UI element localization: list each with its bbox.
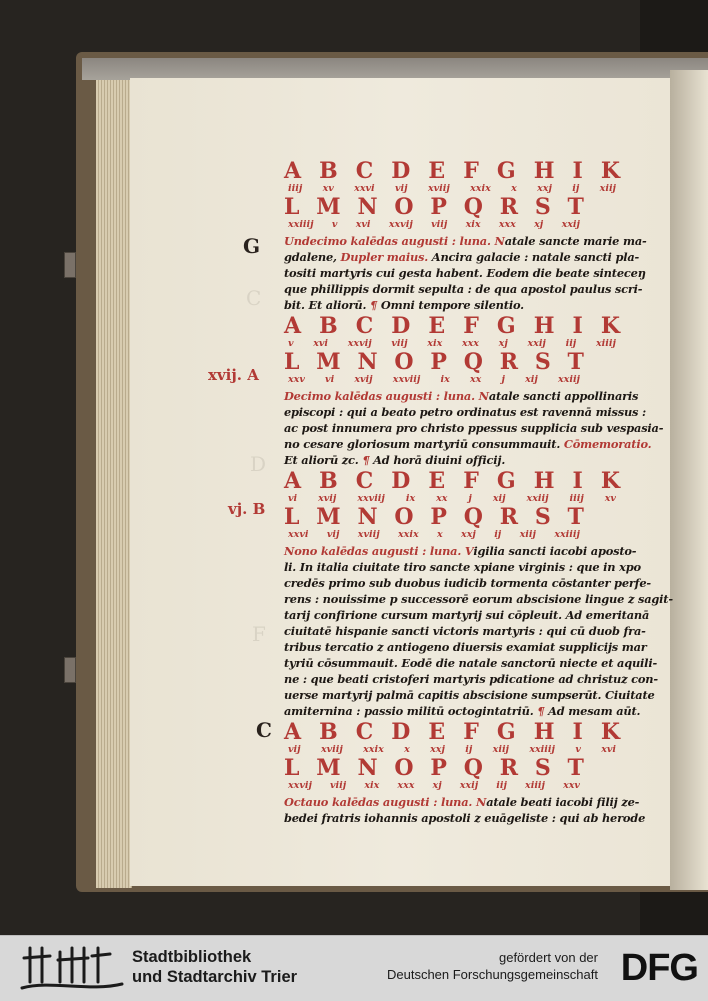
grid-letter: N — [357, 504, 378, 530]
grid-letter: T — [567, 504, 584, 530]
grid-number: xxvij — [347, 338, 372, 349]
funding-line-1: gefördert von der — [498, 950, 598, 965]
grid-letter: G — [496, 313, 516, 339]
grid-number: iij — [565, 338, 577, 349]
grid-letter: K — [600, 468, 620, 494]
page-edges — [96, 80, 132, 888]
letter-row — [284, 351, 620, 373]
grid-letter: M — [316, 504, 341, 530]
grid-letter: E — [428, 158, 446, 184]
grid-letter: O — [394, 755, 414, 781]
entry-line: Decimo kalēdas augusti : luna. Natale sancti appollinaris — [284, 389, 639, 403]
grid-letter: B — [319, 719, 338, 745]
grid-letter: E — [428, 719, 446, 745]
entry-line: amiternina : passio militū octogintatriū. ¶ Ad mesam aūt. — [284, 704, 641, 718]
entry-line: que phillippis dormit sepulta : de qua apostol paulus scri- — [284, 282, 643, 296]
grid-number: xiij — [492, 744, 509, 755]
grid-number: xxx — [461, 338, 479, 349]
calendar-text-block — [284, 158, 673, 826]
grid-letter: G — [496, 158, 516, 184]
grid-number: xxix — [398, 529, 419, 540]
grid-letter: H — [533, 158, 555, 184]
grid-number: xxiiij — [554, 529, 580, 540]
grid-letter: O — [394, 349, 414, 375]
library-name — [132, 947, 297, 987]
funding-line-2: Deutschen Forschungsgemeinschaft — [386, 967, 598, 982]
grid-number: xv — [604, 493, 616, 504]
grid-number: xvi — [355, 219, 371, 230]
grid-number: vi — [288, 493, 298, 504]
grid-letter: M — [316, 194, 341, 220]
grid-number: j — [501, 374, 505, 385]
entry-line: Et aliorū zc. ¶ Ad horā diuini officij. — [284, 453, 506, 467]
grid-number: xj — [498, 338, 508, 349]
grid-number: xvij — [318, 493, 337, 504]
grid-number: viij — [391, 338, 408, 349]
grid-letter: C — [355, 468, 374, 494]
letter-row — [284, 470, 620, 492]
letter-row — [284, 196, 620, 218]
entry-line: no cesare gloriosum martyriū consummauit. Cōmemoratio. — [284, 437, 652, 451]
grid-letter: P — [430, 504, 447, 530]
grid-number: ij — [572, 183, 580, 194]
grid-number: vij — [326, 529, 340, 540]
grid-number: xviij — [320, 744, 343, 755]
grid-letter: C — [355, 313, 374, 339]
dfg-logo: DFG — [620, 947, 698, 989]
entry-line: ciuitatē hispanie sancti victoris martyris : qui cū duob fra- — [284, 624, 646, 638]
entry-line: rens : nouissime p successorē eorum abscisione lingue z sagit- — [284, 592, 673, 606]
grid-letter: A — [284, 158, 302, 184]
grid-letter: A — [284, 468, 302, 494]
grid-letter: S — [534, 755, 551, 781]
grid-number: xiiij — [525, 780, 545, 791]
grid-letter: H — [533, 468, 555, 494]
grid-number: xxiij — [526, 493, 549, 504]
grid-letter: D — [391, 719, 411, 745]
margin-note-vj-b: vj. B — [228, 500, 266, 518]
grid-letter: A — [284, 719, 302, 745]
grid-number: xvi — [601, 744, 616, 755]
entry-line: gdalene, Dupler maius. Ancira galacie : natale sancti pla- — [284, 250, 640, 264]
grid-number: xxv — [563, 780, 580, 791]
letter-grid-1 — [284, 160, 620, 232]
grid-letter: M — [316, 755, 341, 781]
grid-letter: C — [355, 719, 374, 745]
grid-letter: Q — [463, 755, 483, 781]
grid-number: xxij — [459, 780, 479, 791]
letter-row — [284, 757, 620, 779]
grid-number: xxix — [470, 183, 491, 194]
grid-letter: R — [499, 755, 518, 781]
grid-number: xiiij — [595, 338, 616, 349]
letter-row — [284, 315, 620, 337]
grid-letter: O — [394, 194, 414, 220]
number-row — [284, 373, 620, 387]
grid-number: ix — [440, 374, 450, 385]
entry-line: tribus tercatio z antiogeno diuersis examiat supplicijs mar — [284, 640, 647, 654]
book-top-edge — [82, 58, 708, 80]
footer-bar — [0, 935, 708, 1001]
entry-line: Octauo kalēdas augusti : luna. Natale beati iacobi filij ze- — [284, 795, 640, 809]
facing-page-edge — [670, 70, 708, 890]
grid-letter: P — [430, 755, 447, 781]
grid-number: xxix — [363, 744, 384, 755]
grid-number: xxviij — [392, 374, 421, 385]
grid-letter: E — [428, 313, 446, 339]
grid-letter: S — [534, 504, 551, 530]
library-line-1: Stadtbibliothek — [132, 948, 252, 966]
grid-number: xxiij — [558, 374, 580, 385]
entry-line: li. In italia ciuitate tiro sancte xpiane virginis : que in xpo — [284, 560, 641, 574]
entry-line: tyriū cōsummauit. Eodē die natale sanctorū niecte et aquili- — [284, 656, 657, 670]
grid-letter: I — [572, 719, 583, 745]
letter-row — [284, 160, 620, 182]
grid-letter: I — [572, 158, 583, 184]
grid-number: x — [437, 529, 443, 540]
grid-number: xj — [432, 780, 442, 791]
entry-line: bit. Et aliorū. ¶ Omni tempore silentio. — [284, 298, 524, 312]
grid-letter: R — [499, 194, 518, 220]
grid-number: iiij — [569, 493, 584, 504]
grid-letter: L — [284, 504, 300, 530]
entry-line: tositi martyris cui gesta habent. Eodem die beate sinteceŋ — [284, 266, 646, 280]
grid-number: xvij — [354, 374, 373, 385]
grid-number: xij — [492, 493, 506, 504]
grid-letter: T — [567, 349, 584, 375]
grid-letter: C — [355, 158, 374, 184]
clasp-upper — [64, 252, 76, 278]
grid-letter: K — [600, 313, 620, 339]
grid-number: xviij — [357, 529, 380, 540]
grid-letter: Q — [463, 504, 483, 530]
grid-letter: F — [463, 468, 479, 494]
grid-letter: N — [357, 349, 378, 375]
grid-letter: I — [572, 468, 583, 494]
grid-number: xxviij — [357, 493, 385, 504]
number-row — [284, 528, 620, 542]
grid-number: xviij — [427, 183, 450, 194]
grid-number: j — [468, 493, 472, 504]
grid-number: vi — [325, 374, 335, 385]
library-line-2: und Stadtarchiv Trier — [132, 968, 298, 986]
grid-number: xiij — [519, 529, 536, 540]
grid-letter: R — [499, 504, 518, 530]
letter-grid-2 — [284, 315, 620, 387]
grid-number: xxj — [461, 529, 476, 540]
grid-letter: K — [600, 158, 620, 184]
grid-letter: G — [496, 468, 516, 494]
grid-number: ix — [405, 493, 416, 504]
grid-number: viij — [330, 780, 347, 791]
entry-line: tarij confirione cursum martyrij sui cōpleuit. Ad emeritanā — [284, 608, 650, 622]
grid-number: ij — [465, 744, 473, 755]
grid-number: xxvi — [288, 529, 309, 540]
grid-number: xxx — [397, 780, 415, 791]
entry-line: uerse martyrij palmā capitis abscisione sumpserūt. Ciuitate — [284, 688, 655, 702]
entry-line: ne : que beati cristoferi martyris pdicatione ad christuz con- — [284, 672, 658, 686]
grid-letter: M — [316, 349, 341, 375]
entry-line: Undecimo kalēdas augusti : luna. Natale sancte marie ma- — [284, 234, 647, 248]
grid-letter: T — [567, 755, 584, 781]
grid-letter: A — [284, 313, 302, 339]
grid-letter: E — [428, 468, 446, 494]
grid-number: xxvi — [354, 183, 375, 194]
grid-letter: F — [463, 313, 479, 339]
margin-letter-g: G — [243, 234, 261, 258]
grid-number: xxiiij — [288, 219, 314, 230]
grid-letter: G — [496, 719, 516, 745]
grid-letter: Q — [463, 194, 483, 220]
bleed-through-mark: C — [246, 286, 262, 310]
bleed-through-mark: F — [252, 622, 266, 646]
grid-letter: P — [430, 194, 447, 220]
grid-number: xij — [525, 374, 538, 385]
grid-letter: K — [600, 719, 620, 745]
margin-note-xvij-a: xvij. A — [208, 366, 259, 384]
grid-number: xix — [427, 338, 443, 349]
grid-letter: D — [391, 468, 411, 494]
grid-number: xxj — [537, 183, 552, 194]
grid-number: xx — [436, 493, 448, 504]
grid-number: vij — [395, 183, 408, 194]
entry-line: bedei fratris iohannis apostoli z euāgeliste : qui ab herode — [284, 811, 646, 825]
grid-number: x — [511, 183, 517, 194]
grid-number: xxv — [288, 374, 305, 385]
letter-grid-3 — [284, 470, 620, 542]
grid-number: xxvij — [288, 780, 312, 791]
number-row — [284, 779, 620, 793]
grid-letter: I — [572, 313, 583, 339]
grid-number: iiij — [288, 183, 303, 194]
grid-letter: P — [430, 349, 447, 375]
grid-number: xxij — [527, 338, 546, 349]
grid-number: xxvij — [388, 219, 413, 230]
grid-letter: T — [567, 194, 584, 220]
grid-letter: R — [499, 349, 518, 375]
grid-letter: B — [319, 313, 338, 339]
entry-line: ac post innumera pro christo ppessus supplicia sub vespasia- — [284, 421, 664, 435]
grid-letter: L — [284, 194, 300, 220]
funding-note — [387, 949, 598, 983]
grid-letter: F — [463, 158, 479, 184]
grid-letter: B — [319, 158, 338, 184]
grid-letter: L — [284, 755, 300, 781]
grid-letter: L — [284, 349, 300, 375]
grid-number: v — [575, 744, 581, 755]
grid-number: xj — [534, 219, 544, 230]
grid-letter: Q — [463, 349, 483, 375]
clasp-lower — [64, 657, 76, 683]
letter-grid-4 — [284, 721, 620, 793]
bleed-through-mark: D — [250, 452, 267, 476]
grid-letter: S — [534, 194, 551, 220]
library-logo-icon — [20, 942, 124, 994]
grid-number: xix — [465, 219, 481, 230]
grid-number: v — [288, 338, 294, 349]
grid-letter: D — [391, 158, 411, 184]
grid-number: xxj — [430, 744, 445, 755]
margin-letter-c: C — [256, 718, 272, 742]
grid-number: xxij — [561, 219, 580, 230]
grid-number: xix — [364, 780, 380, 791]
grid-number: xxx — [498, 219, 516, 230]
grid-letter: N — [357, 755, 378, 781]
grid-letter: B — [319, 468, 338, 494]
grid-number: vij — [288, 744, 301, 755]
grid-number: xv — [322, 183, 334, 194]
grid-number: ij — [494, 529, 502, 540]
grid-letter: S — [534, 349, 551, 375]
grid-number: xvi — [313, 338, 329, 349]
grid-letter: N — [357, 194, 378, 220]
grid-letter: F — [463, 719, 479, 745]
grid-letter: D — [391, 313, 411, 339]
entry-line: Nono kalēdas augusti : luna. Vigilia sancti iacobi aposto- — [284, 544, 637, 558]
grid-number: viij — [431, 219, 448, 230]
grid-letter: H — [533, 719, 555, 745]
grid-number: v — [331, 219, 338, 230]
number-row — [284, 218, 620, 232]
grid-number: iij — [496, 780, 507, 791]
letter-row — [284, 721, 620, 743]
grid-number: xx — [469, 374, 482, 385]
letter-row — [284, 506, 620, 528]
grid-letter: H — [533, 313, 555, 339]
entry-line: episcopi : qui a beato petro ordinatus est ravennā missus : — [284, 405, 647, 419]
grid-letter: O — [394, 504, 414, 530]
entry-line: credēs primo sub duobus iudicib tormenta cōstanter perfe- — [284, 576, 651, 590]
grid-number: x — [404, 744, 410, 755]
grid-number: xiij — [599, 183, 616, 194]
grid-number: xxiiij — [529, 744, 555, 755]
